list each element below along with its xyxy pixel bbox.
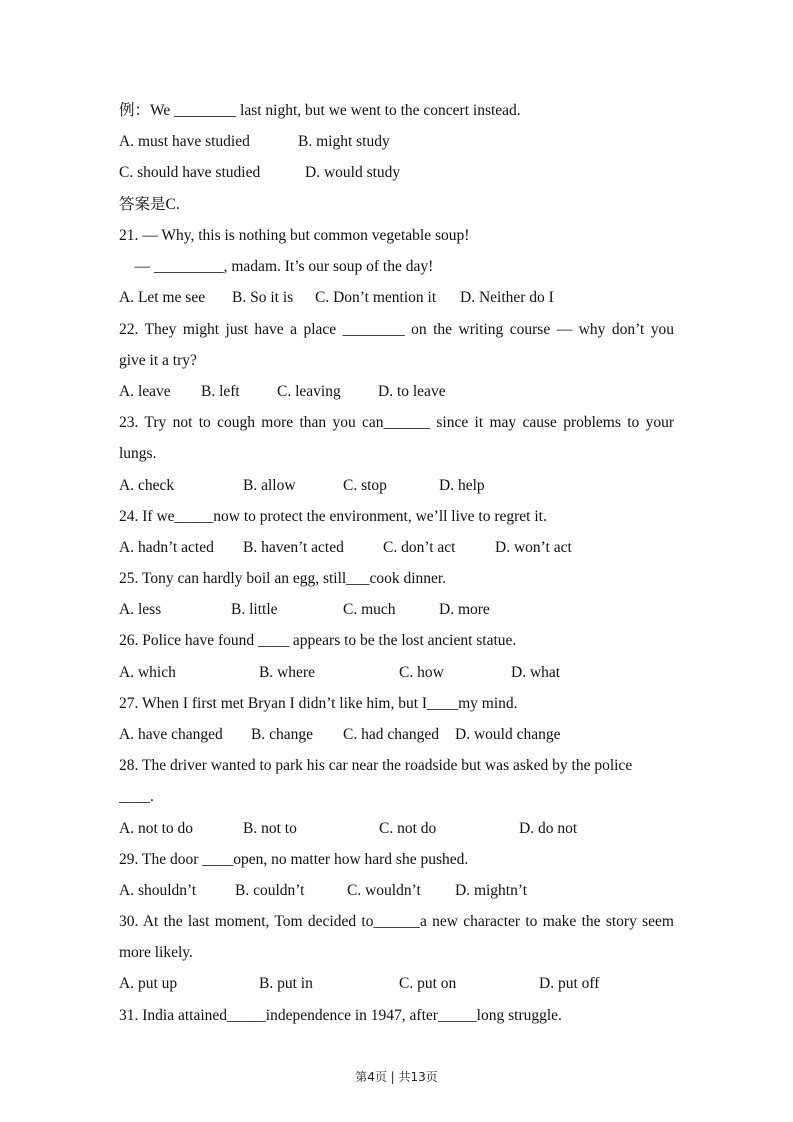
question-26-option: B. where	[259, 664, 315, 681]
example-answer: 答案是C.	[119, 196, 180, 213]
question-24-option: C. don’t act	[383, 539, 456, 556]
question-27-text: 27. When I first met Bryan I didn’t like him, but I____my mind.	[119, 695, 518, 712]
question-28-option: D. do not	[519, 820, 578, 837]
question-26-option: C. how	[399, 664, 444, 681]
question-30-text: 30. At the last moment, Tom decided to______a new character to make the story seem	[119, 913, 674, 930]
question-23-text: lungs.	[119, 445, 157, 462]
example-option: B. might study	[298, 133, 390, 150]
question-22-option: B. left	[201, 383, 240, 400]
question-28-option: C. not do	[379, 820, 437, 837]
question-30-option: A. put up	[119, 975, 178, 992]
question-25-text: 25. Tony can hardly boil an egg, still___cook dinner.	[119, 570, 447, 587]
question-24-option: D. won’t act	[495, 539, 572, 556]
question-21-option: B. So it is	[232, 289, 294, 306]
question-27-option: D. would change	[455, 726, 561, 743]
question-26-option: A. which	[119, 664, 176, 681]
page-footer: 第4页 | 共13页	[355, 1070, 438, 1084]
question-30-option: B. put in	[259, 975, 313, 992]
question-29-option: B. couldn’t	[235, 882, 305, 899]
question-29-option: A. shouldn’t	[119, 882, 197, 899]
question-23-option: A. check	[119, 477, 175, 494]
question-24-option: A. hadn’t acted	[119, 539, 214, 556]
question-29-option: D. mightn’t	[455, 882, 528, 899]
question-23-text: 23. Try not to cough more than you can______ since it may cause problems to your	[119, 414, 674, 431]
example-stem: 例：We ________ last night, but we went to the concert instead.	[119, 102, 521, 119]
question-21-text: — _________, madam. It’s our soup of the day!	[119, 258, 434, 275]
question-23-option: B. allow	[243, 477, 296, 494]
question-24-text: 24. If we_____now to protect the environment, we’ll live to regret it.	[119, 508, 547, 525]
question-25-option: A. less	[119, 601, 162, 618]
question-25-option: B. little	[231, 601, 278, 618]
question-25-option: C. much	[343, 601, 396, 618]
question-22-text: 22. They might just have a place ________ on the writing course — why don’t you	[119, 321, 674, 338]
question-27-option: C. had changed	[343, 726, 439, 743]
question-23-option: D. help	[439, 477, 485, 494]
question-27-option: B. change	[251, 726, 313, 743]
example-option: C. should have studied	[119, 164, 261, 181]
question-27-option: A. have changed	[119, 726, 223, 743]
question-23-option: C. stop	[343, 477, 387, 494]
question-28-option: B. not to	[243, 820, 297, 837]
question-29-text: 29. The door ____open, no matter how hard she pushed.	[119, 851, 469, 868]
question-30-option: D. put off	[539, 975, 600, 992]
question-26-text: 26. Police have found ____ appears to be the lost ancient statue.	[119, 632, 517, 649]
question-26-option: D. what	[511, 664, 561, 681]
question-28-option: A. not to do	[119, 820, 194, 837]
question-21-text: 21. — Why, this is nothing but common vegetable soup!	[119, 227, 470, 244]
question-28-text: 28. The driver wanted to park his car near the roadside but was asked by the police	[119, 757, 633, 774]
question-22-option: A. leave	[119, 383, 171, 400]
question-30-option: C. put on	[399, 975, 457, 992]
question-22-text: give it a try?	[119, 352, 197, 369]
question-30-text: more likely.	[119, 944, 193, 961]
question-21-option: D. Neither do I	[460, 289, 554, 306]
question-25-option: D. more	[439, 601, 490, 618]
question-22-option: D. to leave	[378, 383, 446, 400]
question-21-option: C. Don’t mention it	[315, 289, 437, 306]
question-24-option: B. haven’t acted	[243, 539, 344, 556]
question-29-option: C. wouldn’t	[347, 882, 421, 899]
question-22-option: C. leaving	[277, 383, 341, 400]
example-option: A. must have studied	[119, 133, 250, 150]
question-21-option: A. Let me see	[119, 289, 206, 306]
example-option: D. would study	[305, 164, 401, 181]
question-28-text: ____.	[119, 788, 154, 805]
question-31-text: 31. India attained_____independence in 1947, after_____long struggle.	[119, 1007, 562, 1024]
